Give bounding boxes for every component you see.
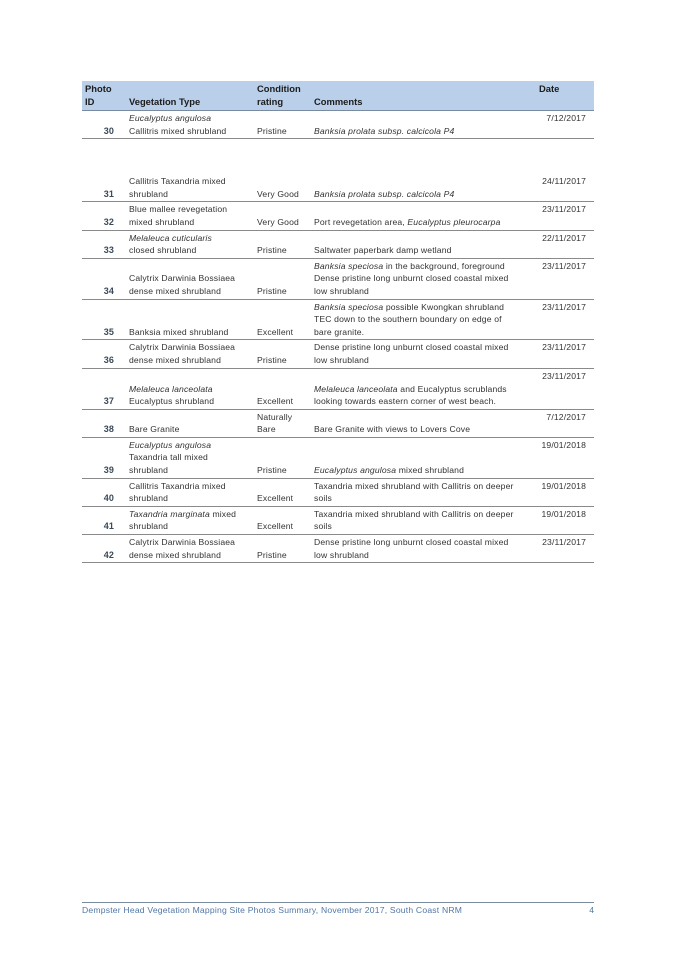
- photo-id: 41: [82, 506, 126, 534]
- table-body: [82, 111, 594, 563]
- vegetation-type: Bare Granite: [126, 409, 254, 437]
- table-row: [82, 535, 594, 563]
- photo-id: 30: [82, 111, 126, 139]
- date: 22/11/2017: [536, 230, 594, 258]
- vegetation-type: Callitris Taxandria mixed shrubland: [126, 478, 254, 506]
- vegetation-type: Callitris Taxandria mixed shrubland: [126, 139, 254, 202]
- date: 19/01/2018: [536, 506, 594, 534]
- condition-rating: Pristine: [254, 111, 311, 139]
- condition-rating: Excellent: [254, 299, 311, 340]
- condition-rating: Excellent: [254, 478, 311, 506]
- vegetation-type: Eucalyptus angulosa Taxandria tall mixed shrubland: [126, 437, 254, 478]
- photo-id: 40: [82, 478, 126, 506]
- date: 23/11/2017: [536, 258, 594, 299]
- comments: Port revegetation area, Eucalyptus pleurocarpa: [311, 202, 536, 230]
- condition-rating: Pristine: [254, 437, 311, 478]
- date: 24/11/2017: [536, 139, 594, 202]
- vegetation-type: Calytrix Darwinia Bossiaea dense mixed shrubland: [126, 535, 254, 563]
- comments: Taxandria mixed shrubland with Callitris on deeper soils: [311, 506, 536, 534]
- comments: Saltwater paperbark damp wetland: [311, 230, 536, 258]
- condition-rating: Very Good: [254, 202, 311, 230]
- photo-id: 42: [82, 535, 126, 563]
- table-header: [82, 81, 594, 111]
- vegetation-type: Eucalyptus angulosa Callitris mixed shrubland: [126, 111, 254, 139]
- header-photo-id: Photo ID: [82, 81, 126, 111]
- photo-id: 38: [82, 409, 126, 437]
- vegetation-type: Banksia mixed shrubland: [126, 299, 254, 340]
- photo-id: 32: [82, 202, 126, 230]
- table-row: [82, 111, 594, 139]
- table-row: [82, 202, 594, 230]
- table-row: [82, 258, 594, 299]
- site-photos-table: [82, 81, 594, 563]
- photo-id: 35: [82, 299, 126, 340]
- vegetation-type: Blue mallee revegetation mixed shrubland: [126, 202, 254, 230]
- date: 23/11/2017: [536, 299, 594, 340]
- vegetation-type: Calytrix Darwinia Bossiaea dense mixed shrubland: [126, 340, 254, 368]
- comments: Taxandria mixed shrubland with Callitris on deeper soils: [311, 478, 536, 506]
- vegetation-type: Taxandria marginata mixed shrubland: [126, 506, 254, 534]
- comments: Banksia prolata subsp. calcicola P4: [311, 139, 536, 202]
- date: 23/11/2017: [536, 340, 594, 368]
- header-condition-rating: Condition rating: [254, 81, 311, 111]
- comments: Dense pristine long unburnt closed coastal mixed low shrubland: [311, 340, 536, 368]
- condition-rating: Pristine: [254, 230, 311, 258]
- footer-divider: [82, 902, 594, 903]
- date: 7/12/2017: [536, 409, 594, 437]
- comments: Banksia speciosa possible Kwongkan shrubland TEC down to the southern boundary on edge of bare granite.: [311, 299, 536, 340]
- footer-text: Dempster Head Vegetation Mapping Site Photos Summary, November 2017, South Coast NRM: [82, 905, 463, 915]
- condition-rating: Very Good: [254, 139, 311, 202]
- header-vegetation-type: Vegetation Type: [126, 81, 254, 111]
- photo-id: 39: [82, 437, 126, 478]
- header-date: Date: [536, 81, 594, 111]
- date: 19/01/2018: [536, 437, 594, 478]
- date: 23/11/2017: [536, 202, 594, 230]
- photo-id: 37: [82, 368, 126, 409]
- vegetation-type: Calytrix Darwinia Bossiaea dense mixed shrubland: [126, 258, 254, 299]
- condition-rating: Excellent: [254, 368, 311, 409]
- date: 23/11/2017: [536, 535, 594, 563]
- table-row: [82, 340, 594, 368]
- condition-rating: Excellent: [254, 506, 311, 534]
- table-row: [82, 409, 594, 437]
- photo-id: 36: [82, 340, 126, 368]
- comments: Melaleuca lanceolata and Eucalyptus scrublands looking towards eastern corner of west beach.: [311, 368, 536, 409]
- photo-id: 34: [82, 258, 126, 299]
- condition-rating: Pristine: [254, 258, 311, 299]
- header-comments: Comments: [311, 81, 536, 111]
- comments: Eucalyptus angulosa mixed shrubland: [311, 437, 536, 478]
- date: 23/11/2017: [536, 368, 594, 409]
- date: 7/12/2017: [536, 111, 594, 139]
- comments: Banksia prolata subsp. calcicola P4: [311, 111, 536, 139]
- table-row: [82, 368, 594, 409]
- photo-id: 31: [82, 139, 126, 202]
- table-row: [82, 299, 594, 340]
- vegetation-type: Melaleuca cuticularis closed shrubland: [126, 230, 254, 258]
- condition-rating: Pristine: [254, 535, 311, 563]
- table-row: [82, 139, 594, 202]
- comments: Dense pristine long unburnt closed coastal mixed low shrubland: [311, 535, 536, 563]
- date: 19/01/2018: [536, 478, 594, 506]
- condition-rating: Pristine: [254, 340, 311, 368]
- comments: Banksia speciosa in the background, foreground Dense pristine long unburnt closed coastal mixed low shrubland: [311, 258, 536, 299]
- photo-id: 33: [82, 230, 126, 258]
- header-row: [82, 81, 594, 111]
- table-row: [82, 437, 594, 478]
- table-row: [82, 506, 594, 534]
- condition-rating: Naturally Bare: [254, 409, 311, 437]
- table-row: [82, 230, 594, 258]
- table-row: [82, 478, 594, 506]
- comments: Bare Granite with views to Lovers Cove: [311, 409, 536, 437]
- vegetation-type: Melaleuca lanceolata Eucalyptus shrubland: [126, 368, 254, 409]
- page-number: 4: [589, 905, 594, 915]
